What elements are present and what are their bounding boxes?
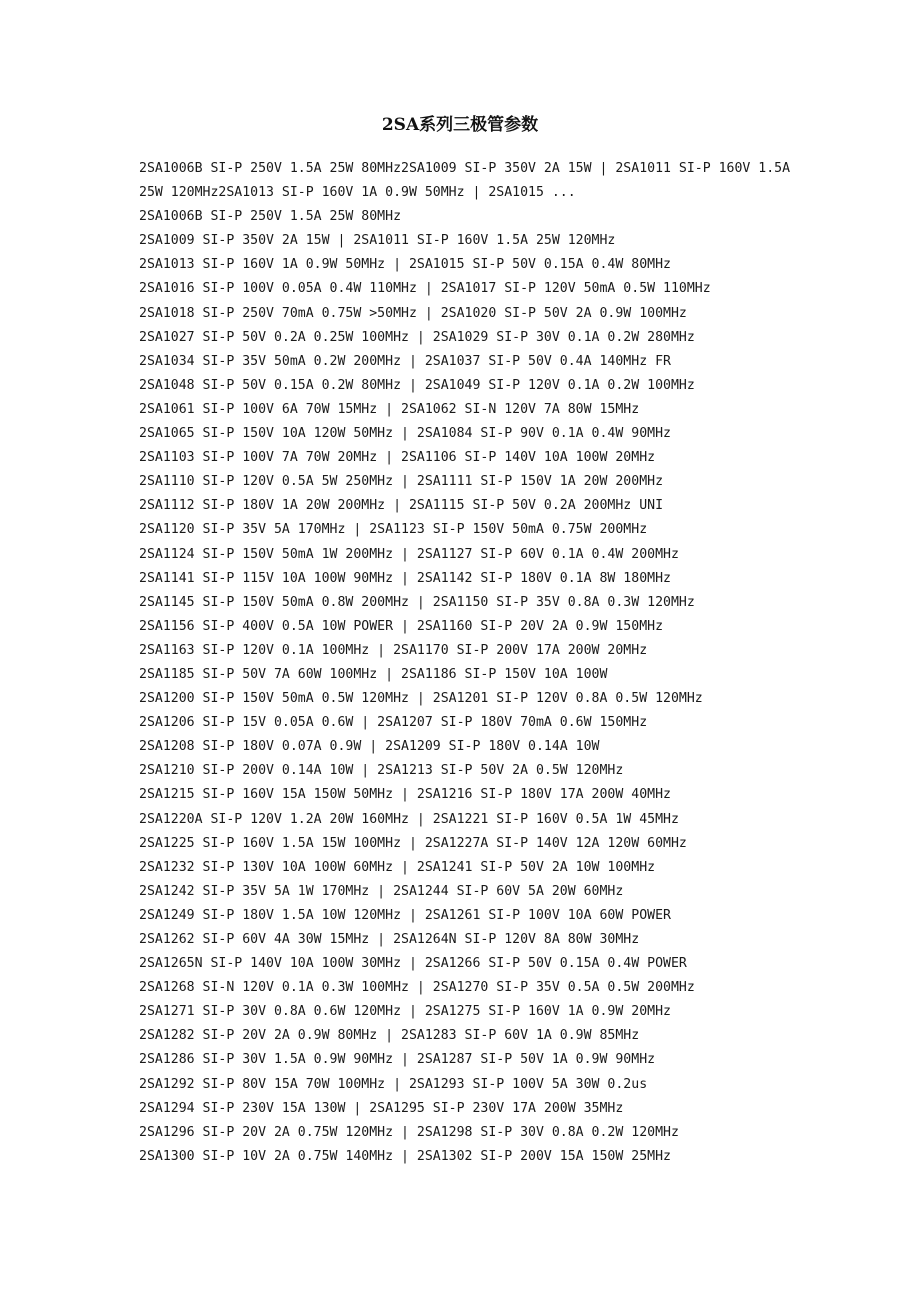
text-line: 2SA1163 SI-P 120V 0.1A 100MHz | 2SA1170 SI-P 200V 17A 200W 20MHz xyxy=(139,642,648,658)
text-line: 2SA1296 SI-P 20V 2A 0.75W 120MHz | 2SA1298 SI-P 30V 0.8A 0.2W 120MHz xyxy=(139,1124,679,1140)
text-line: 2SA1009 SI-P 350V 2A 15W | 2SA1011 SI-P 160V 1.5A 25W 120MHz xyxy=(139,233,616,249)
text-line: 2SA1141 SI-P 115V 10A 100W 90MHz | 2SA1142 SI-P 180V 0.1A 8W 180MHz xyxy=(139,570,671,586)
text-line: 25W 120MHz2SA1013 SI-P 160V 1A 0.9W 50MHz | 2SA1015 ... xyxy=(139,185,576,201)
transistor-parameter-list xyxy=(139,157,799,1169)
text-line: 2SA1300 SI-P 10V 2A 0.75W 140MHz | 2SA1302 SI-P 200V 15A 150W 25MHz xyxy=(139,1148,671,1164)
text-line: 2SA1200 SI-P 150V 50mA 0.5W 120MHz | 2SA1201 SI-P 120V 0.8A 0.5W 120MHz xyxy=(139,691,703,707)
text-line: 2SA1271 SI-P 30V 0.8A 0.6W 120MHz | 2SA1275 SI-P 160V 1A 0.9W 20MHz xyxy=(139,1004,671,1020)
text-line: 2SA1120 SI-P 35V 5A 170MHz | 2SA1123 SI-P 150V 50mA 0.75W 200MHz xyxy=(139,522,648,538)
text-line: 2SA1225 SI-P 160V 1.5A 15W 100MHz | 2SA1227A SI-P 140V 12A 120W 60MHz xyxy=(139,835,687,851)
text-line: 2SA1048 SI-P 50V 0.15A 0.2W 80MHz | 2SA1049 SI-P 120V 0.1A 0.2W 100MHz xyxy=(139,377,695,393)
text-line: 2SA1027 SI-P 50V 0.2A 0.25W 100MHz | 2SA1029 SI-P 30V 0.1A 0.2W 280MHz xyxy=(139,329,695,345)
text-line: 2SA1265N SI-P 140V 10A 100W 30MHz | 2SA1266 SI-P 50V 0.15A 0.4W POWER xyxy=(139,956,687,972)
text-line: 2SA1242 SI-P 35V 5A 1W 170MHz | 2SA1244 SI-P 60V 5A 20W 60MHz xyxy=(139,883,624,899)
text-line: 2SA1220A SI-P 120V 1.2A 20W 160MHz | 2SA1221 SI-P 160V 0.5A 1W 45MHz xyxy=(139,811,679,827)
text-line: 2SA1215 SI-P 160V 15A 150W 50MHz | 2SA1216 SI-P 180V 17A 200W 40MHz xyxy=(139,787,671,803)
text-line: 2SA1286 SI-P 30V 1.5A 0.9W 90MHz | 2SA1287 SI-P 50V 1A 0.9W 90MHz xyxy=(139,1052,656,1068)
text-line: 2SA1232 SI-P 130V 10A 100W 60MHz | 2SA1241 SI-P 50V 2A 10W 100MHz xyxy=(139,859,656,875)
text-line: 2SA1156 SI-P 400V 0.5A 10W POWER | 2SA1160 SI-P 20V 2A 0.9W 150MHz xyxy=(139,618,664,634)
text-line: 2SA1282 SI-P 20V 2A 0.9W 80MHz | 2SA1283 SI-P 60V 1A 0.9W 85MHz xyxy=(139,1028,640,1044)
text-line: 2SA1006B SI-P 250V 1.5A 25W 80MHz2SA1009 SI-P 350V 2A 15W | 2SA1011 SI-P 160V 1.5A xyxy=(139,161,791,176)
text-line: 2SA1034 SI-P 35V 50mA 0.2W 200MHz | 2SA1037 SI-P 50V 0.4A 140MHz FR xyxy=(139,353,671,369)
text-line: 2SA1112 SI-P 180V 1A 20W 200MHz | 2SA1115 SI-P 50V 0.2A 200MHz UNI xyxy=(139,498,664,514)
text-line: 2SA1262 SI-P 60V 4A 30W 15MHz | 2SA1264N SI-P 120V 8A 80W 30MHz xyxy=(139,932,640,947)
text-line: 2SA1016 SI-P 100V 0.05A 0.4W 110MHz | 2SA1017 SI-P 120V 50mA 0.5W 110MHz xyxy=(139,281,711,297)
text-line: 2SA1124 SI-P 150V 50mA 1W 200MHz | 2SA1127 SI-P 60V 0.1A 0.4W 200MHz xyxy=(139,546,679,562)
text-line: 2SA1210 SI-P 200V 0.14A 10W | 2SA1213 SI-P 50V 2A 0.5W 120MHz xyxy=(139,763,624,779)
text-line: 2SA1065 SI-P 150V 10A 120W 50MHz | 2SA1084 SI-P 90V 0.1A 0.4W 90MHz xyxy=(139,426,671,442)
text-line: 2SA1018 SI-P 250V 70mA 0.75W >50MHz | 2SA1020 SI-P 50V 2A 0.9W 100MHz xyxy=(139,305,687,321)
text-line: 2SA1185 SI-P 50V 7A 60W 100MHz | 2SA1186 SI-P 150V 10A 100W xyxy=(139,666,608,682)
document-title: 2SA系列三极管参数 xyxy=(381,115,539,135)
text-line: 2SA1206 SI-P 15V 0.05A 0.6W | 2SA1207 SI-P 180V 70mA 0.6W 150MHz xyxy=(139,715,648,731)
text-line: 2SA1249 SI-P 180V 1.5A 10W 120MHz | 2SA1261 SI-P 100V 10A 60W POWER xyxy=(139,907,671,923)
text-line: 2SA1110 SI-P 120V 0.5A 5W 250MHz | 2SA1111 SI-P 150V 1A 20W 200MHz xyxy=(139,474,664,490)
text-line: 2SA1294 SI-P 230V 15A 130W | 2SA1295 SI-P 230V 17A 200W 35MHz xyxy=(139,1100,624,1116)
text-line: 2SA1145 SI-P 150V 50mA 0.8W 200MHz | 2SA1150 SI-P 35V 0.8A 0.3W 120MHz xyxy=(139,594,695,610)
text-line: 2SA1061 SI-P 100V 6A 70W 15MHz | 2SA1062 SI-N 120V 7A 80W 15MHz xyxy=(139,401,640,417)
text-line: 2SA1103 SI-P 100V 7A 70W 20MHz | 2SA1106 SI-P 140V 10A 100W 20MHz xyxy=(139,450,656,466)
text-line: 2SA1006B SI-P 250V 1.5A 25W 80MHz xyxy=(139,209,402,225)
text-line: 2SA1013 SI-P 160V 1A 0.9W 50MHz | 2SA1015 SI-P 50V 0.15A 0.4W 80MHz xyxy=(139,257,671,273)
text-line: 2SA1292 SI-P 80V 15A 70W 100MHz | 2SA1293 SI-P 100V 5A 30W 0.2us xyxy=(139,1076,648,1092)
text-line: 2SA1208 SI-P 180V 0.07A 0.9W | 2SA1209 SI-P 180V 0.14A 10W xyxy=(139,739,600,755)
text-line: 2SA1268 SI-N 120V 0.1A 0.3W 100MHz | 2SA1270 SI-P 35V 0.5A 0.5W 200MHz xyxy=(139,980,695,996)
